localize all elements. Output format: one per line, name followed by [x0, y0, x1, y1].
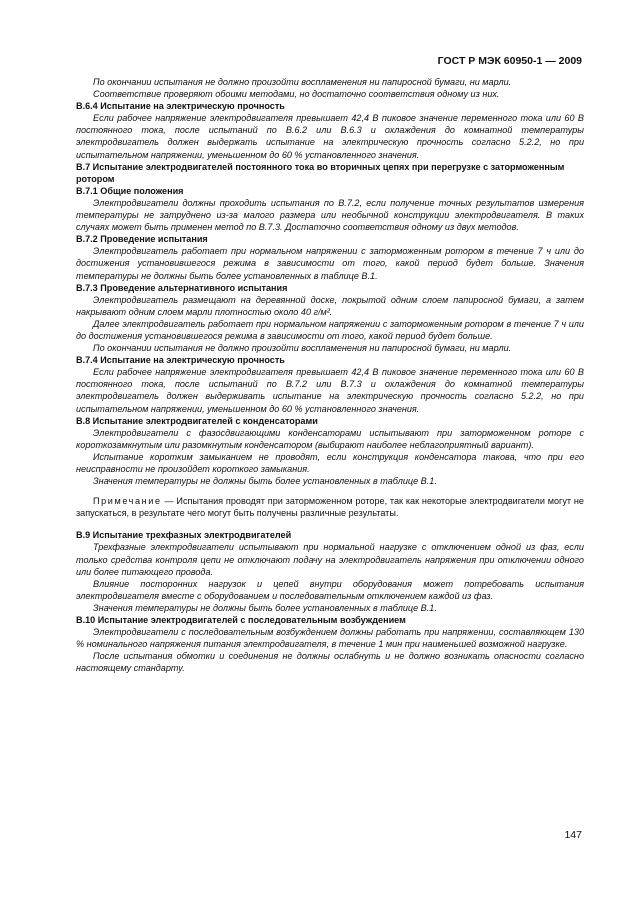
body-paragraph: Электродвигатели должны проходить испытания по В.7.2, если получение точных результатов измерения температуры не затруднено из-за малого размера или необычной конструкции электродвигателя. В таких случаях может быть применен метод по В.7.3. Достаточно соответствия одному из двух методов.: [76, 197, 584, 233]
body-paragraph: Значения температуры не должны быть более установленных в таблице В.1.: [93, 476, 437, 487]
body-paragraph: После испытания обмотки и соединения не должны ослабнуть и не должно возникать опасности согласно настоящему стандарту.: [76, 651, 584, 674]
body-paragraph: Соответствие проверяют обоими методами, но достаточно соответствия одному из них.: [93, 89, 500, 100]
section-heading: В.8 Испытание электродвигателей с конденсаторами: [76, 415, 318, 426]
section-heading: В.7 Испытание электродвигателей постоянного тока во вторичных цепях при перегрузке с заторможенным ротором: [76, 161, 565, 184]
section-heading: В.7.2 Проведение испытания: [76, 234, 208, 245]
note-paragraph: [76, 495, 584, 519]
page-body: [76, 76, 584, 675]
body-paragraph: Электродвигатели с последовательным возбуждением должны работать при напряжении, составляющем 130 % номинального напряжения питания электродвигателя, в течение 1 мин при наименьшей возможной нагрузке.: [76, 627, 584, 650]
page-number: 147: [564, 829, 582, 841]
body-paragraph: Электродвигатели с фазосдвигающими конденсаторами испытывают при заторможенном роторе с короткозамкнутым или разомкнутым конденсатором (выбирают наиболее неблагоприятный вариант).: [76, 427, 584, 450]
section-heading: В.7.4 Испытание на электрическую прочность: [76, 355, 285, 366]
note-label: Примечание: [93, 496, 162, 507]
body-paragraph: Далее электродвигатель работает при нормальном напряжении с заторможенным ротором в течение 7 ч или до достижения установившегося режима в зависимости от того, какой период будет больше.: [76, 318, 584, 341]
note-text: — Испытания проводят при заторможенном роторе, так как некоторые электродвигатели могут не запускаться, в результате чего могут быть получены различные результаты.: [76, 496, 584, 519]
section-heading: В.7.1 Общие положения: [76, 185, 184, 196]
body-paragraph: По окончании испытания не должно произойти воспламенения ни папиросной бумаги, ни марли.: [93, 343, 512, 354]
section-heading: В.9 Испытание трехфазных электродвигателей: [76, 530, 292, 541]
section-heading: В.7.3 Проведение альтернативного испытания: [76, 282, 288, 293]
body-paragraph: По окончании испытания не должно произойти воспламенения ни папиросной бумаги, ни марли.: [93, 77, 512, 87]
body-paragraph: Значения температуры не должны быть более установленных в таблице В.1.: [93, 602, 437, 613]
document-header: ГОСТ Р МЭК 60950-1 — 2009: [437, 55, 582, 67]
body-paragraph: Влияние посторонних нагрузок и цепей внутри оборудования может потребовать испытания электродвигателя вместе с оборудованием и последовательным отключением каждой из фаз.: [76, 578, 584, 601]
body-paragraph: Если рабочее напряжение электродвигателя превышает 42,4 В пиковое значение переменного тока или 60 В постоянного тока, после испытаний по В.6.2 или В.6.3 и охлаждения до комнатной температуры электродвигатель должен выдержать испытание на электрическую прочность согласно 5.2.2, но при испытательном напряжении, уменьшенном до 60 % установленного значения.: [76, 113, 584, 160]
body-paragraph: Электродвигатель размещают на деревянной доске, покрытой одним слоем папиросной бумаги, а затем накрывают одним слоем марли плотностью около 40 г/м².: [76, 294, 584, 317]
section-heading: В.10 Испытание электродвигателей с последовательным возбуждением: [76, 615, 406, 626]
body-paragraph: Испытание коротким замыканием не проводят, если конструкция конденсатора такова, что при его неисправности не произойдет короткого замыкания.: [76, 451, 584, 474]
body-paragraph: Электродвигатель работает при нормальном напряжении с заторможенным ротором в течение 7 ч или до достижения установившегося режима в зависимости от того, какой период будет больше. Значения температуры не должны быть более установленных в таблице В.1.: [76, 246, 584, 281]
section-heading: В.6.4 Испытание на электрическую прочность: [76, 101, 285, 112]
body-paragraph: Если рабочее напряжение электродвигателя превышает 42,4 В пиковое значение переменного тока или 60 В постоянного тока, после испытаний по В.7.2 или В.7.3 и охлаждения до комнатной температуры электродвигатель должен выдерживать испытание на электрическую прочность согласно 5.2.2, но при испытательном напряжении, уменьшенном до 60 % установленного значения.: [76, 367, 584, 414]
body-paragraph: Трехфазные электродвигатели испытывают при нормальной нагрузке с отключением одной из фаз, если только средства контроля цепи не отключают подачу на электродвигатель напряжения при отключении одного или более питающего провода.: [76, 542, 584, 577]
